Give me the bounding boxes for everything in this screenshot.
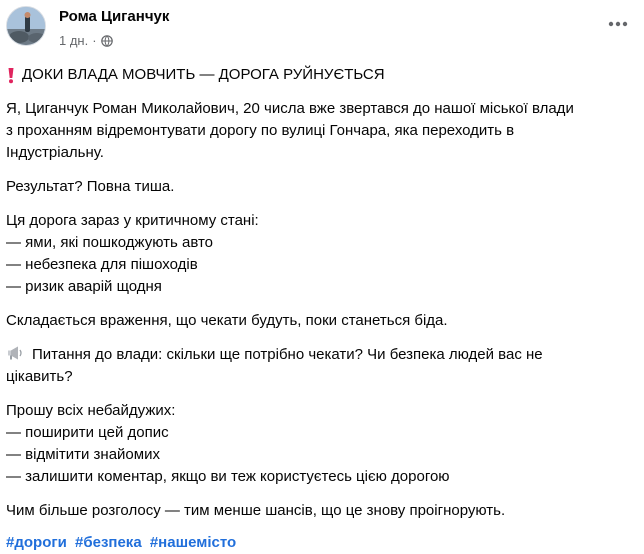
text-line: Ця дорога зараз у критичному стані: (6, 212, 259, 229)
text-line: Складається враження, що чекати будуть, поки станеться біда. (6, 312, 448, 329)
post-meta (59, 33, 113, 48)
text-line: цікавить? (6, 368, 73, 385)
hashtag-safety[interactable]: #безпека (75, 534, 142, 551)
globe-icon[interactable] (101, 35, 113, 47)
post-title: ДОКИ ВЛАДА МОВЧИТЬ — ДОРОГА РУЙНУЄТЬСЯ (22, 66, 385, 83)
paragraph-4 (6, 310, 626, 332)
text-line: Я, Циганчук Роман Миколайович, 20 числа вже звертався до нашої міської влади (6, 100, 574, 117)
hashtags (6, 532, 626, 554)
paragraph-7 (6, 500, 626, 522)
list-item: — відмітити знайомих (6, 446, 160, 463)
text-line: Чим більше розголосу — тим менше шансів, що це знову проігнорують. (6, 502, 506, 519)
paragraph-6 (6, 400, 626, 488)
list-item: — поширити цей допис (6, 424, 169, 441)
post-title-line (6, 64, 626, 86)
text-line (6, 344, 626, 366)
author-name[interactable]: Рома Циганчук (59, 8, 170, 25)
more-horizontal-icon[interactable] (602, 8, 634, 40)
list-item: — ями, які пошкоджують авто (6, 234, 213, 251)
list-item: — небезпека для пішоходів (6, 256, 198, 273)
list-item: — ризик аварій щодня (6, 278, 162, 295)
text-line: Результат? Повна тиша. (6, 178, 175, 195)
post-header (6, 4, 636, 54)
hashtag-our-city[interactable]: #нашемісто (149, 534, 237, 551)
hashtag-roads[interactable]: #дороги (6, 534, 67, 551)
avatar-image (7, 7, 46, 46)
text-line: з проханням відремонтувати дорогу по вулиці Гончара, яка переходить в (6, 122, 515, 139)
paragraph-2 (6, 176, 626, 198)
text-line: Прошу всіх небайдужих: (6, 402, 176, 419)
paragraph-5 (6, 344, 626, 388)
paragraph-1 (6, 98, 626, 164)
post-content (6, 64, 626, 554)
question-text: Питання до влади: скільки ще потрібно чекати? Чи безпека людей вас не (32, 346, 543, 363)
exclamation-icon (6, 67, 16, 84)
list-item: — залишити коментар, якщо ви теж користуєтесь цією дорогою (6, 468, 450, 485)
post-time[interactable]: 1 дн. (59, 33, 89, 48)
avatar[interactable] (6, 6, 46, 46)
loudspeaker-icon (6, 345, 24, 361)
meta-separator: · (92, 33, 97, 48)
paragraph-3 (6, 210, 626, 298)
text-line: Індустріальну. (6, 144, 104, 161)
